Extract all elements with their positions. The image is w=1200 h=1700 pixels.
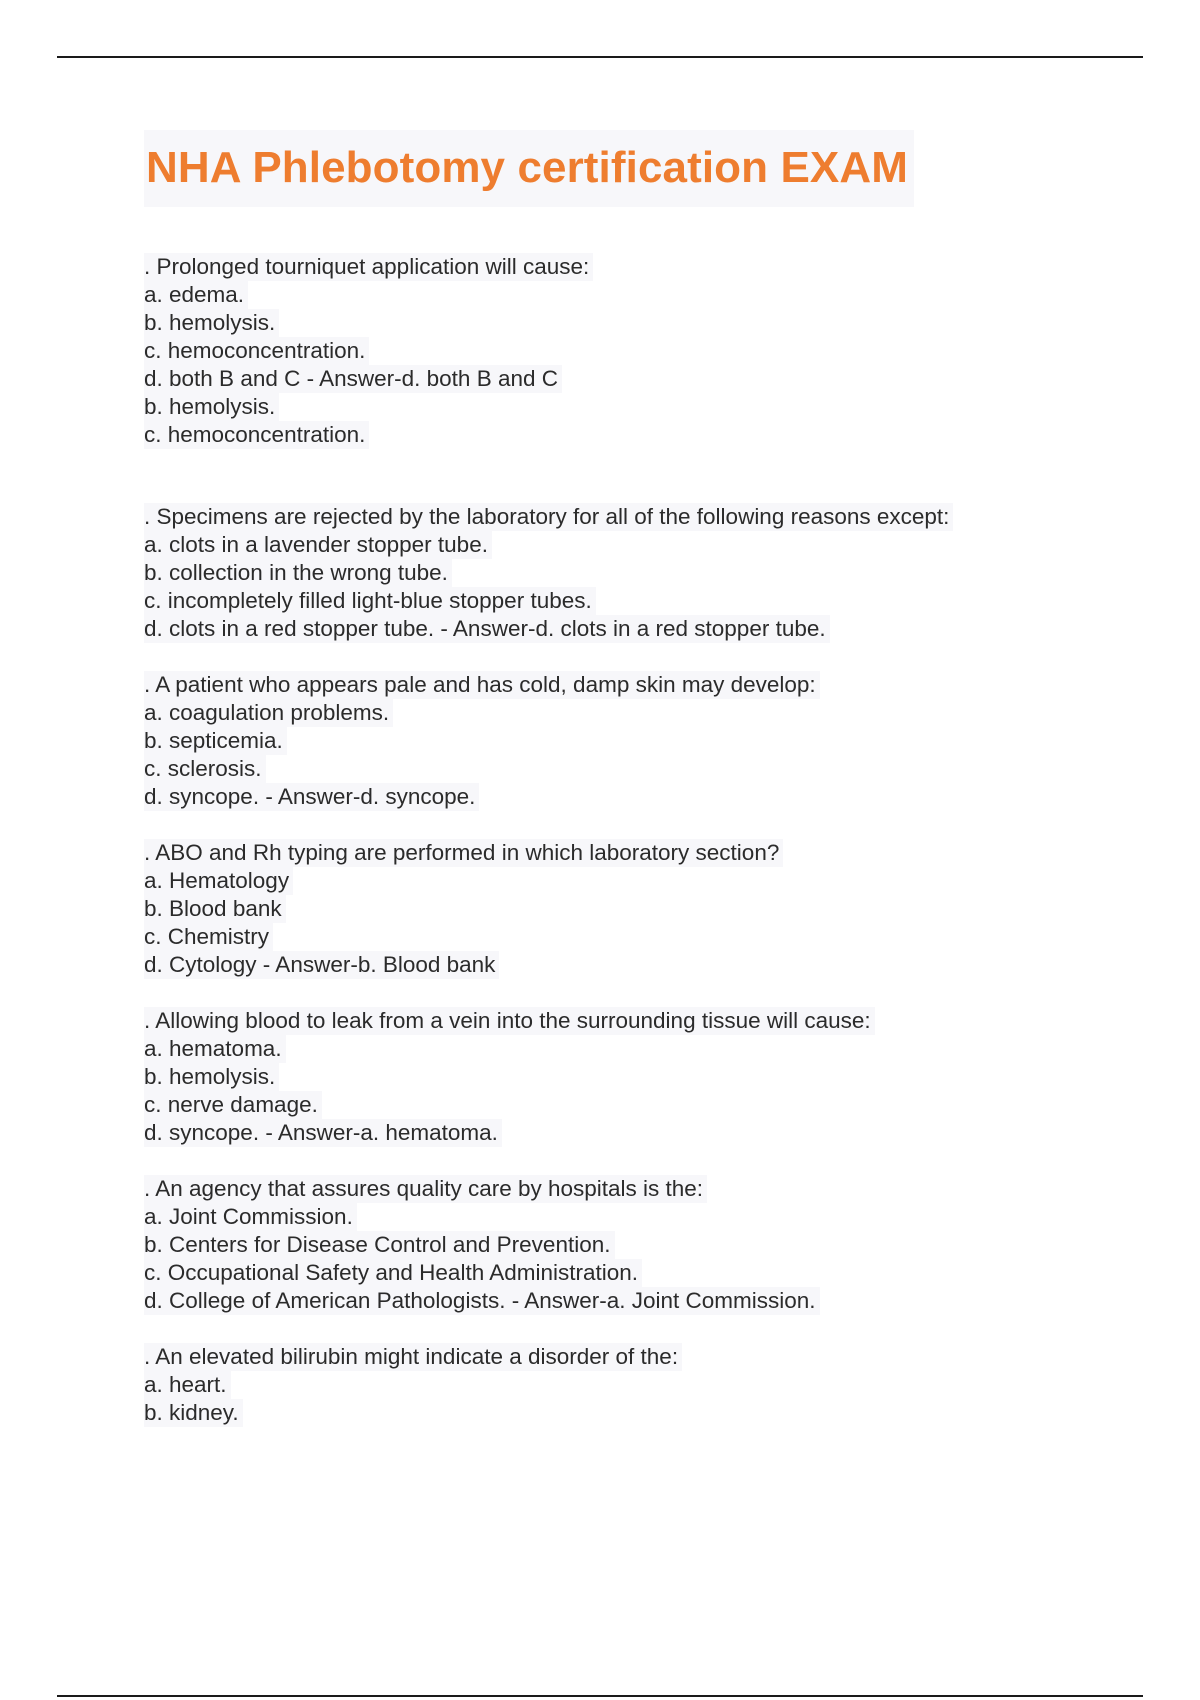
answer-option: b. kidney. xyxy=(144,1399,243,1427)
answer-option: c. Occupational Safety and Health Administration. xyxy=(144,1259,642,1287)
answer-option: c. hemoconcentration. xyxy=(144,337,369,365)
answer-option-with-answer: d. Cytology - Answer-b. Blood bank xyxy=(144,951,499,979)
answer-option-with-answer: d. syncope. - Answer-d. syncope. xyxy=(144,783,479,811)
answer-option: a. heart. xyxy=(144,1371,231,1399)
question-prompt: . A patient who appears pale and has cold, damp skin may develop: xyxy=(144,671,820,699)
answer-option: a. Hematology xyxy=(144,867,293,895)
answer-option: b. Blood bank xyxy=(144,895,286,923)
question-6 xyxy=(144,1175,1134,1315)
answer-option: b. hemolysis. xyxy=(144,1063,279,1091)
answer-option-with-answer: d. both B and C - Answer-d. both B and C xyxy=(144,365,562,393)
question-3 xyxy=(144,671,1134,811)
answer-option-with-answer: d. College of American Pathologists. - Answer-a. Joint Commission. xyxy=(144,1287,820,1315)
question-2 xyxy=(144,503,1134,643)
answer-option-with-answer: d. clots in a red stopper tube. - Answer-d. clots in a red stopper tube. xyxy=(144,615,830,643)
bottom-rule xyxy=(57,1695,1143,1697)
answer-option: a. coagulation problems. xyxy=(144,699,393,727)
question-prompt: . Specimens are rejected by the laboratory for all of the following reasons except: xyxy=(144,503,953,531)
answer-option: a. edema. xyxy=(144,281,248,309)
answer-option: b. hemolysis. xyxy=(144,393,279,421)
answer-option: a. Joint Commission. xyxy=(144,1203,357,1231)
answer-option-with-answer: d. syncope. - Answer-a. hematoma. xyxy=(144,1119,502,1147)
document-title: NHA Phlebotomy certification EXAM xyxy=(144,130,914,207)
answer-option: c. incompletely filled light-blue stopper tubes. xyxy=(144,587,596,615)
answer-option: b. collection in the wrong tube. xyxy=(144,559,452,587)
answer-option: c. Chemistry xyxy=(144,923,273,951)
question-prompt: . ABO and Rh typing are performed in which laboratory section? xyxy=(144,839,783,867)
question-prompt: . An elevated bilirubin might indicate a disorder of the: xyxy=(144,1343,682,1371)
question-prompt: . Allowing blood to leak from a vein into the surrounding tissue will cause: xyxy=(144,1007,875,1035)
answer-option: c. nerve damage. xyxy=(144,1091,322,1119)
answer-option: a. clots in a lavender stopper tube. xyxy=(144,531,492,559)
top-rule xyxy=(57,56,1143,58)
answer-option: b. septicemia. xyxy=(144,727,287,755)
answer-option: c. sclerosis. xyxy=(144,755,266,783)
question-prompt: . Prolonged tourniquet application will cause: xyxy=(144,253,593,281)
answer-option: b. Centers for Disease Control and Prevention. xyxy=(144,1231,615,1259)
answer-option: a. hematoma. xyxy=(144,1035,286,1063)
document-body xyxy=(144,130,1134,1455)
question-5 xyxy=(144,1007,1134,1147)
question-4 xyxy=(144,839,1134,979)
question-prompt: . An agency that assures quality care by hospitals is the: xyxy=(144,1175,707,1203)
answer-option: c. hemoconcentration. xyxy=(144,421,369,449)
question-1 xyxy=(144,253,1134,449)
question-7 xyxy=(144,1343,1134,1427)
answer-option: b. hemolysis. xyxy=(144,309,279,337)
